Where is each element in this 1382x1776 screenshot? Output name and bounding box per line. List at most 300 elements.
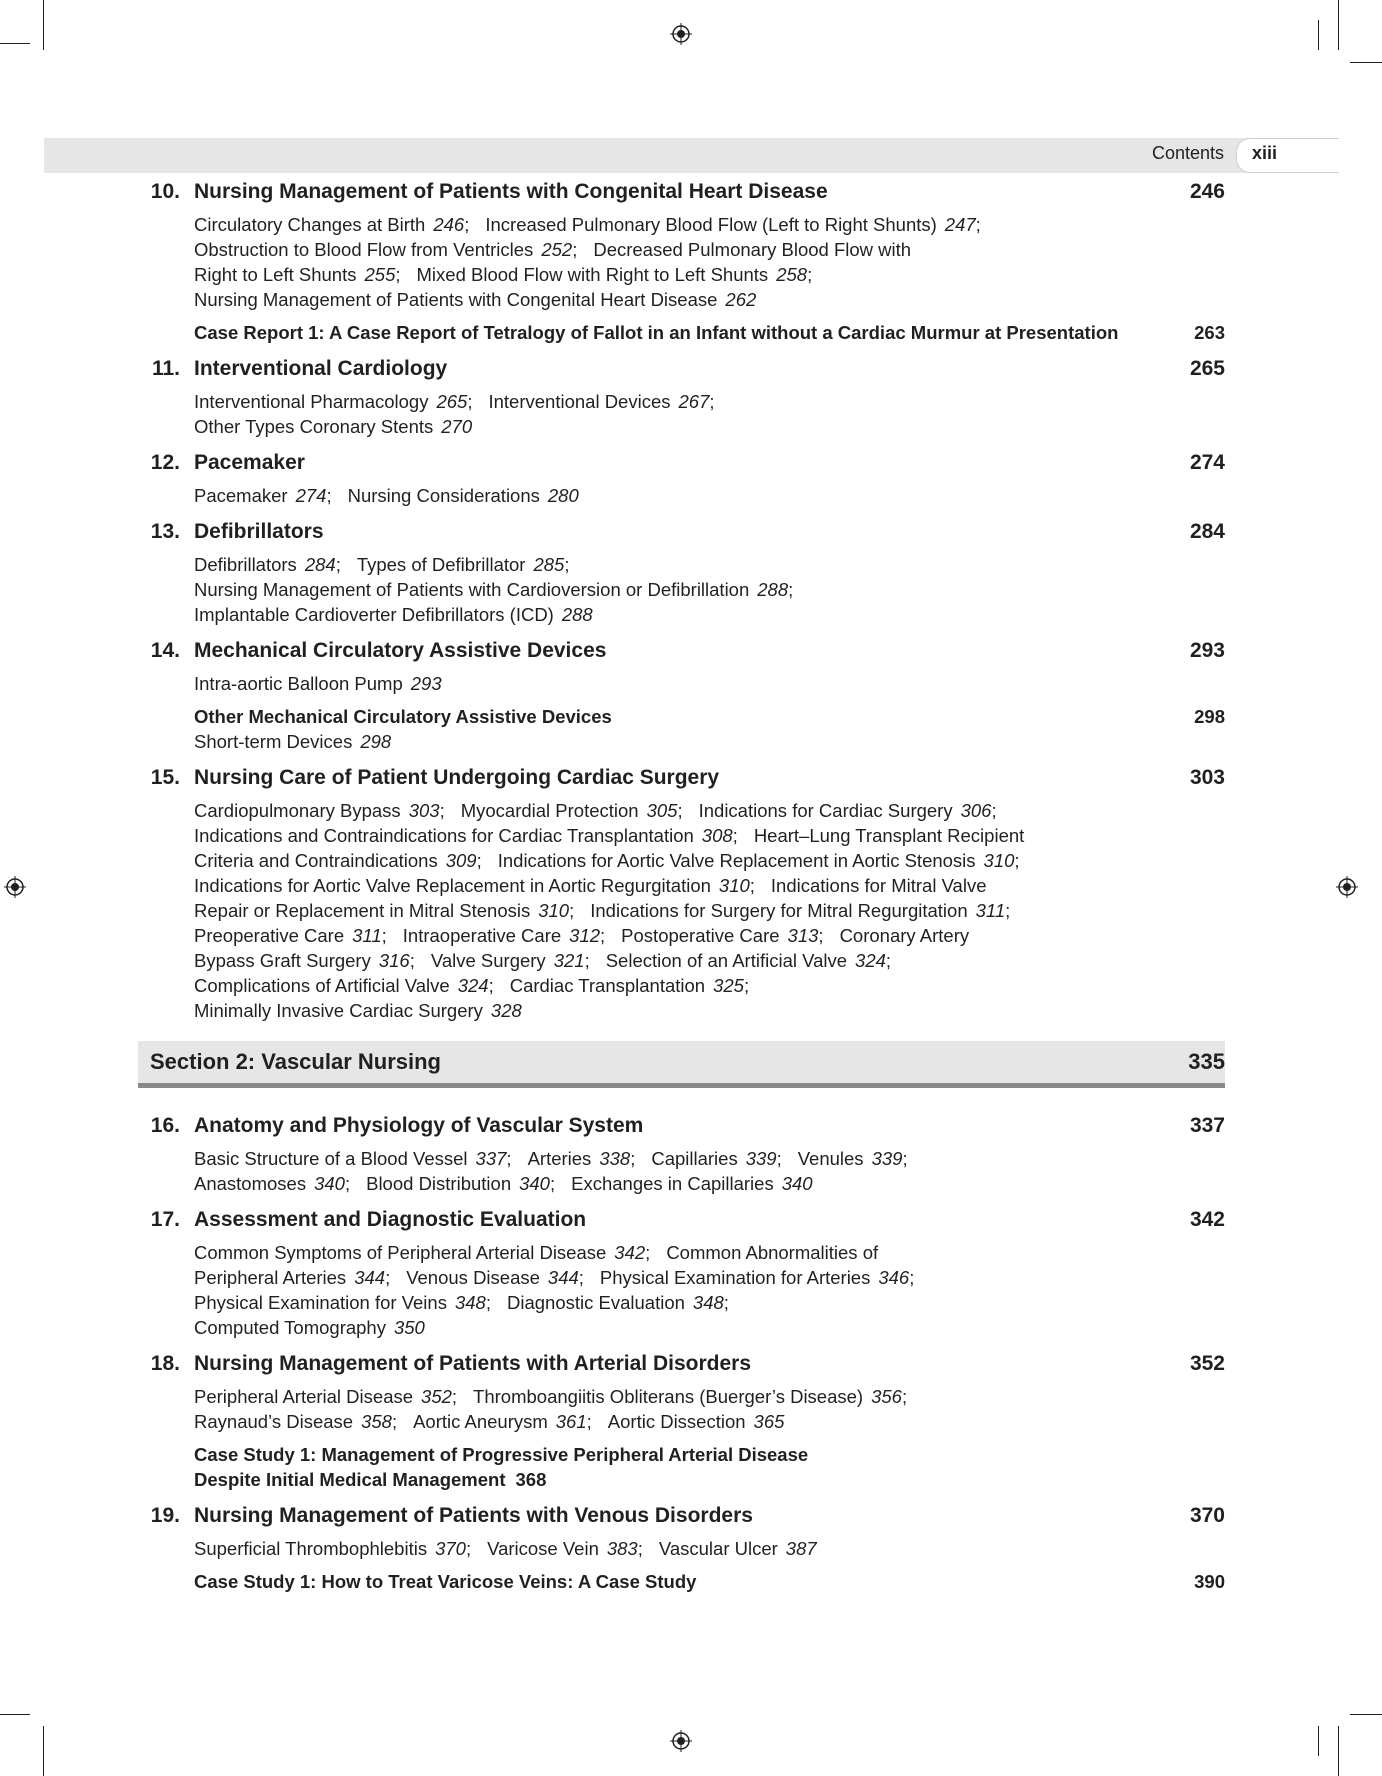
subentry-title: Case Report 1: A Case Report of Tetralogy of Fallot in an Infant without a Cardiac Murmur at Presentation xyxy=(194,322,1119,343)
topic-entry xyxy=(194,579,809,600)
chapter-entry xyxy=(138,357,1225,439)
chapter-number: 13. xyxy=(150,520,180,543)
chapter-page: 293 xyxy=(1189,639,1225,662)
topic-line xyxy=(194,577,1094,602)
topic-list xyxy=(194,389,1094,439)
topic-title: Venules xyxy=(797,1148,864,1169)
topic-entry xyxy=(194,1538,487,1559)
topic-page: 288 xyxy=(561,604,593,625)
topic-entry xyxy=(366,1173,571,1194)
topic-title: Indications for Surgery for Mitral Regurgitation xyxy=(590,900,968,921)
topic-page: 310 xyxy=(538,900,570,921)
chapter-title: Interventional Cardiology xyxy=(194,357,448,380)
chapter-page: 337 xyxy=(1189,1114,1225,1137)
topic-separator: ; xyxy=(488,975,494,996)
topic-title: Increased Pulmonary Blood Flow (Left to Right Shunts) xyxy=(485,214,937,235)
topic-entry xyxy=(194,485,348,506)
topic-title: Indications for Mitral Valve xyxy=(770,875,987,896)
topic-title: Indications for Cardiac Surgery xyxy=(698,800,953,821)
chapter-title: Nursing Management of Patients with Arterial Disorders xyxy=(194,1352,751,1375)
topic-entry xyxy=(461,800,699,821)
topic-line xyxy=(194,823,1094,848)
topic-title: Indications for Aortic Valve Replacement in Aortic Stenosis xyxy=(497,850,976,871)
topic-page: 328 xyxy=(490,1000,522,1021)
topic-page: 356 xyxy=(871,1386,902,1407)
subentry-page xyxy=(1145,1442,1225,1467)
topic-entry xyxy=(621,925,839,946)
chapter-heading xyxy=(138,1114,1225,1144)
topic-entry xyxy=(488,391,730,412)
chapter-heading xyxy=(138,357,1225,387)
chapter-title: Assessment and Diagnostic Evaluation xyxy=(194,1208,587,1231)
topic-line xyxy=(194,973,1094,998)
section-page: 335 xyxy=(1188,1049,1225,1074)
topic-entry xyxy=(659,1538,817,1559)
topic-entry xyxy=(194,416,472,437)
chapter-page: 342 xyxy=(1189,1208,1225,1231)
topic-entry xyxy=(194,604,593,625)
chapter-number: 10. xyxy=(150,180,180,203)
chapter-entry xyxy=(138,1114,1225,1196)
topic-page: 313 xyxy=(787,925,819,946)
chapter-title: Pacemaker xyxy=(194,451,305,474)
topic-line xyxy=(194,729,1094,754)
subentry-page: 298 xyxy=(1194,706,1225,727)
topic-title: Diagnostic Evaluation xyxy=(506,1292,685,1313)
topic-entry xyxy=(571,1173,812,1194)
topic-entry xyxy=(431,950,606,971)
chapter-group-cardiac xyxy=(138,180,1225,1023)
topic-page: 370 xyxy=(435,1538,466,1559)
registration-mark-icon xyxy=(4,876,26,898)
topic-page: 337 xyxy=(475,1148,507,1169)
topic-title: Common Symptoms of Peripheral Arterial Disease xyxy=(194,1242,607,1263)
chapter-title: Anatomy and Physiology of Vascular System xyxy=(194,1114,644,1137)
topic-line xyxy=(194,1265,1094,1290)
topic-title: Vascular Ulcer xyxy=(658,1538,778,1559)
chapter-number: 15. xyxy=(150,766,180,789)
topic-separator: ; xyxy=(709,391,715,412)
topic-page: 338 xyxy=(599,1148,631,1169)
chapter-number: 16. xyxy=(150,1114,180,1137)
topic-entry xyxy=(417,264,829,285)
topic-entry xyxy=(406,1267,600,1288)
topic-title: Circulatory Changes at Birth xyxy=(194,214,426,235)
topic-entry xyxy=(194,731,391,752)
topic-title: Aortic Dissection xyxy=(607,1411,746,1432)
topic-entry xyxy=(473,1386,923,1407)
topic-title: Interventional Devices xyxy=(488,391,671,412)
chapter-heading xyxy=(138,766,1225,796)
topic-separator: ; xyxy=(901,1386,908,1407)
topic-list xyxy=(194,1146,1094,1196)
topic-line xyxy=(194,1536,1094,1561)
topic-title: Intra-aortic Balloon Pump xyxy=(194,673,403,694)
topic-title: Myocardial Protection xyxy=(460,800,639,821)
topic-entry xyxy=(194,264,417,285)
topic-line xyxy=(194,1171,1094,1196)
topic-title: Common Abnormalities of xyxy=(666,1242,879,1263)
topic-entry xyxy=(600,1267,930,1288)
topic-title: Short-term Devices xyxy=(194,731,353,752)
topic-page: 247 xyxy=(944,214,976,235)
topic-line xyxy=(194,212,1094,237)
section-heading xyxy=(138,1041,1225,1088)
topic-entry xyxy=(194,239,593,260)
topic-page: 293 xyxy=(410,673,442,694)
topic-separator: ; xyxy=(818,925,824,946)
topic-title: Cardiopulmonary Bypass xyxy=(194,800,401,821)
topic-separator: ; xyxy=(464,214,470,235)
topic-line xyxy=(194,1146,1094,1171)
topic-entry xyxy=(194,673,442,694)
topic-separator: ; xyxy=(385,1267,391,1288)
topic-entry xyxy=(194,850,498,871)
topic-separator: ; xyxy=(902,1148,908,1169)
topic-page: 310 xyxy=(983,850,1015,871)
chapter-page: 370 xyxy=(1189,1504,1225,1527)
topic-separator: ; xyxy=(549,1173,556,1194)
topic-separator: ; xyxy=(645,1242,651,1263)
chapter-page: 303 xyxy=(1189,766,1225,789)
chapter-page: 246 xyxy=(1189,180,1225,203)
topic-entry xyxy=(606,950,907,971)
topic-list xyxy=(194,212,1094,312)
subentry-inline-page: 368 xyxy=(515,1469,547,1490)
chapter-title: Nursing Management of Patients with Congenital Heart Disease xyxy=(194,180,828,203)
topic-page: 306 xyxy=(960,800,992,821)
crop-mark xyxy=(43,1726,44,1776)
topic-line xyxy=(194,1290,1094,1315)
topic-entry xyxy=(194,1411,413,1432)
topic-page: 255 xyxy=(364,264,396,285)
topic-title: Postoperative Care xyxy=(621,925,780,946)
topic-page: 348 xyxy=(692,1292,724,1313)
chapter-heading xyxy=(138,520,1225,550)
topic-line xyxy=(194,287,1094,312)
page-number: xiii xyxy=(1252,143,1278,163)
topic-page: 285 xyxy=(533,554,565,575)
topic-line xyxy=(194,1315,1094,1340)
subentry-title-part: Despite Initial Medical Management xyxy=(194,1469,506,1490)
topic-entry xyxy=(590,900,1026,921)
topic-page: 324 xyxy=(855,950,886,971)
topic-title: Implantable Cardioverter Defibrillators (ICD) xyxy=(194,604,554,625)
topic-entry xyxy=(194,1173,366,1194)
topic-page: 274 xyxy=(295,485,327,506)
topic-title: Pacemaker xyxy=(194,485,288,506)
topic-title: Thromboangiitis Obliterans (Buerger’s Disease) xyxy=(473,1386,864,1407)
topic-title: Computed Tomography xyxy=(194,1317,386,1338)
topic-entry xyxy=(840,925,970,946)
topic-page: 246 xyxy=(433,214,465,235)
topic-entry xyxy=(666,1242,878,1263)
topic-title: Aortic Aneurysm xyxy=(413,1411,548,1432)
crop-mark xyxy=(1318,1726,1319,1756)
topic-entry xyxy=(771,875,987,896)
topic-title: Obstruction to Blood Flow from Ventricles xyxy=(194,239,534,260)
topic-line xyxy=(194,898,1094,923)
topic-title: Physical Examination for Veins xyxy=(194,1292,447,1313)
topic-line xyxy=(194,998,1094,1023)
topic-separator: ; xyxy=(572,239,578,260)
chapter-number: 12. xyxy=(150,451,180,474)
topic-entry xyxy=(348,485,579,506)
topic-page: 252 xyxy=(541,239,573,260)
topic-entry xyxy=(357,554,586,575)
topic-page: 305 xyxy=(646,800,678,821)
topic-entry xyxy=(194,1317,425,1338)
topic-line xyxy=(194,1240,1094,1265)
topic-separator: ; xyxy=(723,1292,729,1313)
topic-separator: ; xyxy=(409,950,415,971)
topic-separator: ; xyxy=(467,391,473,412)
topic-title: Intraoperative Care xyxy=(402,925,562,946)
crop-mark xyxy=(1338,0,1339,50)
topic-entry xyxy=(194,800,461,821)
topic-separator: ; xyxy=(395,264,401,285)
topic-page: 365 xyxy=(753,1411,785,1432)
chapter-title: Defibrillators xyxy=(194,520,324,543)
topic-page: 344 xyxy=(354,1267,386,1288)
topic-page: 344 xyxy=(547,1267,579,1288)
topic-page: 280 xyxy=(547,485,579,506)
topic-title: Heart–Lung Transplant Recipient xyxy=(753,825,1025,846)
topic-list xyxy=(194,1536,1094,1561)
topic-page: 311 xyxy=(352,925,382,946)
topic-page: 339 xyxy=(745,1148,777,1169)
topic-entry xyxy=(194,875,771,896)
topic-entry xyxy=(194,925,403,946)
topic-title: Indications for Aortic Valve Replacement in Aortic Regurgitation xyxy=(194,875,711,896)
topic-list xyxy=(194,1240,1094,1340)
subentry-title: Case Study 1: Management of Progressive Peripheral Arterial Disease xyxy=(194,1444,809,1465)
topic-title: Physical Examination for Arteries xyxy=(599,1267,871,1288)
topic-title: Peripheral Arteries xyxy=(194,1267,347,1288)
topic-entry xyxy=(593,239,911,260)
topic-page: 303 xyxy=(408,800,440,821)
topic-title: Peripheral Arterial Disease xyxy=(194,1386,414,1407)
topic-separator: ; xyxy=(439,800,445,821)
topic-line xyxy=(194,923,1094,948)
topic-separator: ; xyxy=(476,850,482,871)
chapter-entry xyxy=(138,451,1225,508)
topic-line xyxy=(194,602,1094,627)
topic-title: Capillaries xyxy=(651,1148,738,1169)
topic-entry xyxy=(651,1148,797,1169)
chapter-entry xyxy=(138,639,1225,754)
topic-title: Other Types Coronary Stents xyxy=(194,416,434,437)
topic-title: Nursing Management of Patients with Cardioversion or Defibrillation xyxy=(194,579,750,600)
topic-entry xyxy=(699,800,1013,821)
topic-title: Bypass Graft Surgery xyxy=(194,950,371,971)
topic-entry xyxy=(413,1411,608,1432)
topic-separator: ; xyxy=(807,264,813,285)
chapter-entry xyxy=(138,1504,1225,1594)
topic-page: 310 xyxy=(718,875,750,896)
topic-separator: ; xyxy=(326,485,332,506)
topic-page: 308 xyxy=(701,825,733,846)
topic-title: Right to Left Shunts xyxy=(194,264,357,285)
topic-line xyxy=(194,873,1094,898)
chapter-entry xyxy=(138,766,1225,1023)
topic-entry xyxy=(194,289,756,310)
registration-mark-icon xyxy=(670,23,692,45)
subentry-title: Other Mechanical Circulatory Assistive Devices xyxy=(194,706,612,727)
topic-separator: ; xyxy=(584,950,590,971)
topic-separator: ; xyxy=(788,579,794,600)
chapter-heading xyxy=(138,639,1225,669)
topic-page: 298 xyxy=(360,731,392,752)
chapter-number: 11. xyxy=(151,357,180,380)
chapter-number: 17. xyxy=(150,1208,180,1231)
topic-title: Coronary Artery xyxy=(839,925,970,946)
topic-entry xyxy=(498,850,1036,871)
topic-page: 312 xyxy=(569,925,601,946)
topic-line xyxy=(194,552,1094,577)
topic-page: 387 xyxy=(785,1538,817,1559)
topic-separator: ; xyxy=(975,214,981,235)
chapter-heading xyxy=(138,180,1225,210)
topic-separator: ; xyxy=(335,554,341,575)
topic-entry xyxy=(194,1000,522,1021)
running-header-label: Contents xyxy=(1151,143,1224,163)
topic-page: 284 xyxy=(304,554,336,575)
topic-separator: ; xyxy=(732,825,738,846)
topic-title: Superficial Thrombophlebitis xyxy=(194,1538,428,1559)
topic-page: 340 xyxy=(314,1173,345,1194)
topic-page: 267 xyxy=(678,391,710,412)
topic-title: Selection of an Artificial Valve xyxy=(605,950,848,971)
subentry-heading xyxy=(194,1569,1225,1594)
topic-title: Interventional Pharmacology xyxy=(194,391,429,412)
registration-mark-icon xyxy=(1336,876,1358,898)
topic-separator: ; xyxy=(485,1292,491,1313)
topic-line xyxy=(194,389,1094,414)
topic-page: 309 xyxy=(445,850,477,871)
chapter-entry xyxy=(138,180,1225,345)
topic-page: 346 xyxy=(878,1267,910,1288)
chapter-page: 274 xyxy=(1189,451,1225,474)
topic-title: Minimally Invasive Cardiac Surgery xyxy=(194,1000,483,1021)
section-title: Section 2: Vascular Nursing xyxy=(150,1049,441,1074)
chapter-heading xyxy=(138,1208,1225,1238)
topic-list xyxy=(194,552,1094,627)
topic-title: Varicose Vein xyxy=(487,1538,599,1559)
topic-entry xyxy=(754,825,1024,846)
topic-entry xyxy=(194,900,590,921)
chapter-entry xyxy=(138,1352,1225,1492)
topic-page: 340 xyxy=(519,1173,550,1194)
chapter-heading xyxy=(138,1352,1225,1382)
topic-entry xyxy=(403,925,621,946)
topic-title: Arteries xyxy=(527,1148,592,1169)
topic-title: Decreased Pulmonary Blood Flow with xyxy=(593,239,912,260)
topic-page: 383 xyxy=(606,1538,638,1559)
topic-entry xyxy=(194,391,488,412)
topic-list xyxy=(194,798,1094,1023)
topic-separator: ; xyxy=(1014,850,1020,871)
topic-title: Types of Defibrillator xyxy=(356,554,526,575)
subentry-page: 390 xyxy=(1194,1571,1225,1592)
chapter-page: 284 xyxy=(1189,520,1225,543)
topic-entry xyxy=(487,1538,659,1559)
topic-title: Cardiac Transplantation xyxy=(509,975,706,996)
topic-entry xyxy=(507,1292,745,1313)
topic-title: Exchanges in Capillaries xyxy=(571,1173,774,1194)
topic-page: 350 xyxy=(393,1317,425,1338)
chapter-heading xyxy=(138,451,1225,481)
crop-mark xyxy=(1338,1726,1339,1776)
chapter-number: 18. xyxy=(150,1352,180,1375)
topic-title: Preoperative Care xyxy=(194,925,345,946)
topic-title: Nursing Management of Patients with Congenital Heart Disease xyxy=(194,289,718,310)
topic-page: 361 xyxy=(555,1411,587,1432)
topic-separator: ; xyxy=(885,950,892,971)
topic-separator: ; xyxy=(506,1148,512,1169)
topic-title: Venous Disease xyxy=(406,1267,540,1288)
topic-separator: ; xyxy=(630,1148,636,1169)
topic-title: Mixed Blood Flow with Right to Left Shunts xyxy=(416,264,769,285)
chapter-page: 265 xyxy=(1189,357,1225,380)
chapter-number: 19. xyxy=(150,1504,180,1527)
topic-line xyxy=(194,798,1094,823)
topic-line xyxy=(194,483,1094,508)
topic-separator: ; xyxy=(743,975,750,996)
crop-mark xyxy=(1350,1714,1382,1715)
topic-page: 311 xyxy=(975,900,1006,921)
topic-entry xyxy=(485,214,996,235)
topic-entry xyxy=(194,950,431,971)
subentry-title-continued xyxy=(194,1467,1225,1492)
topic-title: Indications and Contraindications for Cardiac Transplantation xyxy=(194,825,694,846)
topic-page: 352 xyxy=(421,1386,452,1407)
topic-separator: ; xyxy=(564,554,570,575)
topic-list xyxy=(194,1384,1094,1434)
topic-entry xyxy=(194,1292,507,1313)
topic-line xyxy=(194,848,1094,873)
topic-separator: ; xyxy=(1005,900,1011,921)
topic-title: Nursing Considerations xyxy=(347,485,540,506)
topic-line xyxy=(194,671,1094,696)
topic-entry xyxy=(194,1148,528,1169)
topic-entry xyxy=(528,1148,652,1169)
topic-page: 325 xyxy=(713,975,744,996)
topic-page: 342 xyxy=(614,1242,646,1263)
topic-title: Defibrillators xyxy=(194,554,297,575)
subentry-topics xyxy=(138,729,1225,754)
topic-separator: ; xyxy=(600,925,606,946)
topic-title: Blood Distribution xyxy=(366,1173,512,1194)
topic-page: 258 xyxy=(776,264,808,285)
topic-separator: ; xyxy=(776,1148,782,1169)
topic-title: Raynaud’s Disease xyxy=(194,1411,354,1432)
topic-page: 288 xyxy=(757,579,789,600)
topic-separator: ; xyxy=(381,925,387,946)
topic-page: 270 xyxy=(441,416,473,437)
topic-line xyxy=(194,948,1094,973)
chapter-page: 352 xyxy=(1189,1352,1225,1375)
topic-page: 340 xyxy=(781,1173,813,1194)
topic-separator: ; xyxy=(677,800,683,821)
topic-title: Criteria and Contraindications xyxy=(194,850,438,871)
topic-list xyxy=(194,483,1094,508)
topic-title: Complications of Artificial Valve xyxy=(194,975,450,996)
topic-separator: ; xyxy=(909,1267,915,1288)
chapter-number: 14. xyxy=(150,639,180,662)
topic-separator: ; xyxy=(991,800,997,821)
topic-entry xyxy=(194,1242,666,1263)
